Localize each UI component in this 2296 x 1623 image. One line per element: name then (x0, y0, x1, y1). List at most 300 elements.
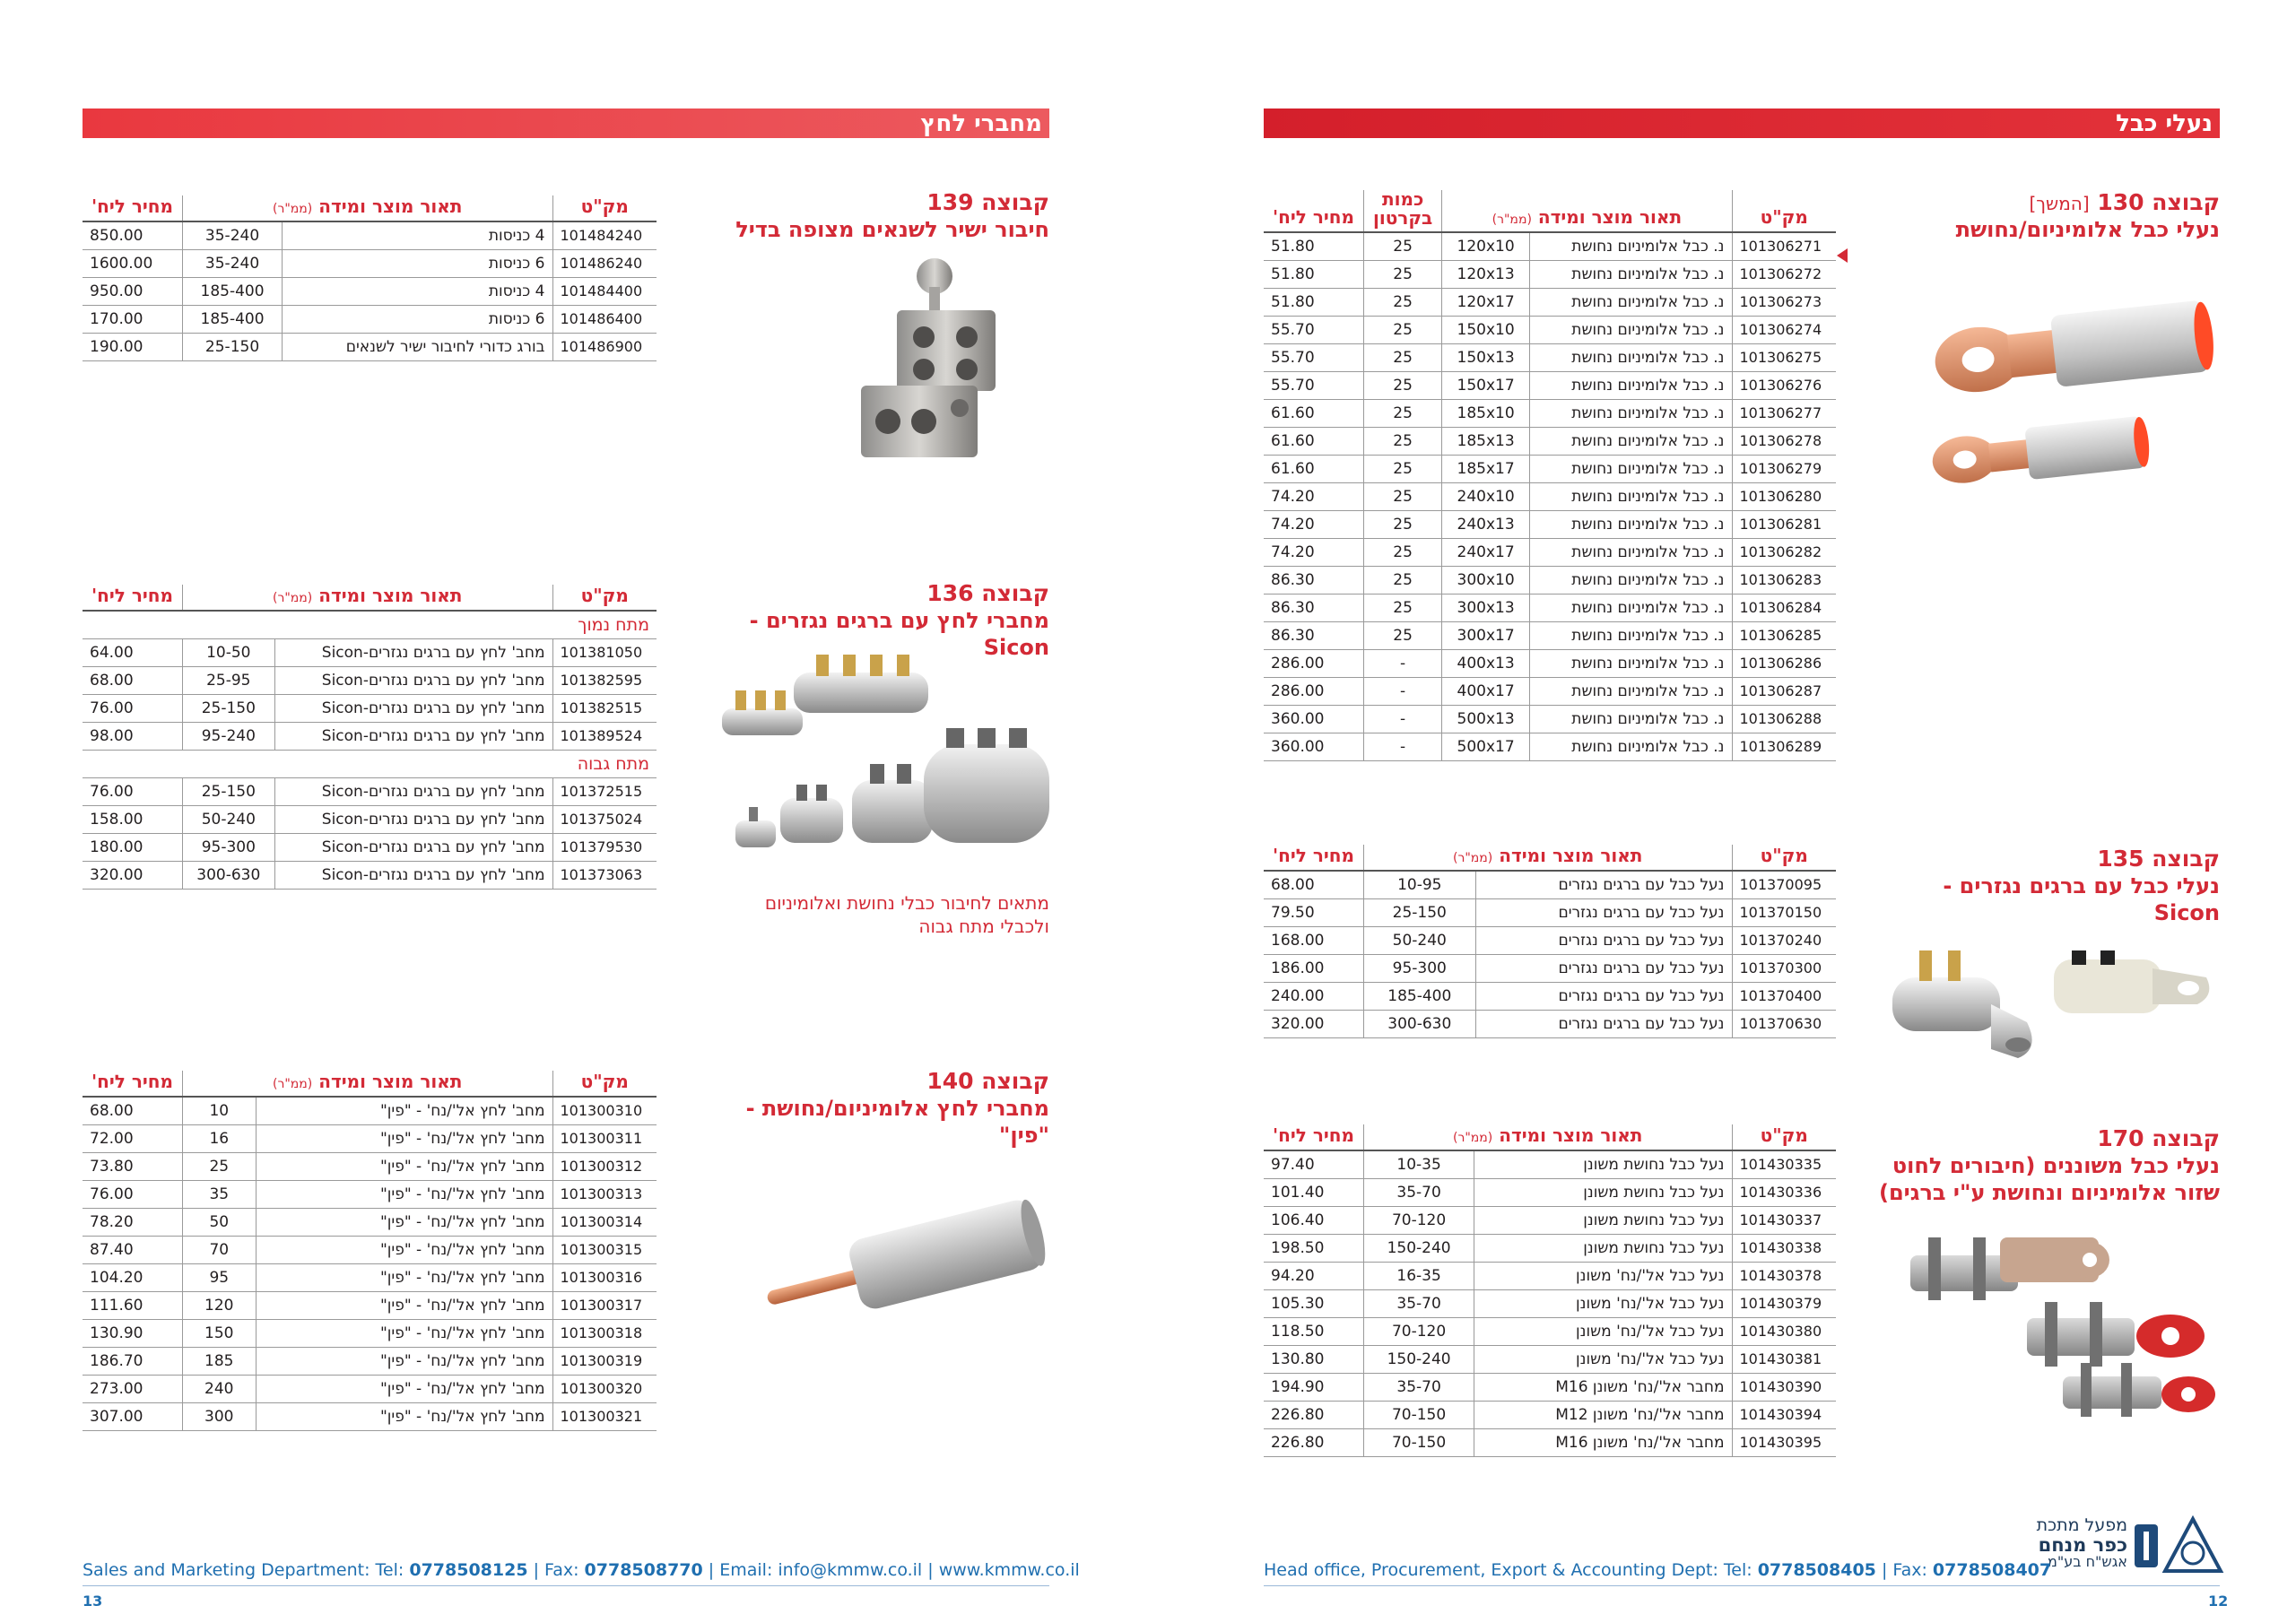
group-170-table-body (1264, 1150, 1836, 1456)
cell-sku: 101486400 (552, 305, 657, 333)
cell-price: 273.00 (83, 1375, 182, 1402)
cell-price: 61.60 (1264, 427, 1363, 455)
cell-desc: נעל כבל נחושת משונן (1474, 1234, 1732, 1262)
cell-price: 320.00 (83, 861, 182, 889)
cell-qty: - (1363, 705, 1441, 733)
cell-qty: 25 (1363, 232, 1441, 260)
table-row (83, 1097, 657, 1124)
group-136-table (83, 585, 657, 890)
cell-sku: 101306284 (1732, 594, 1836, 621)
table-row (1264, 1150, 1836, 1178)
table-row (1264, 316, 1836, 343)
cell-size: 240x17 (1442, 538, 1530, 566)
table-row (1264, 871, 1836, 898)
table-row (83, 1375, 657, 1402)
cell-size: 120x10 (1442, 232, 1530, 260)
pointer-arrow-icon (1837, 248, 1848, 263)
cell-sku: 101306285 (1732, 621, 1836, 649)
cell-price: 130.90 (83, 1319, 182, 1347)
cell-sku: 101430338 (1732, 1234, 1836, 1262)
cell-size: 95-300 (182, 833, 274, 861)
cell-desc: 6 כניסות (283, 249, 552, 277)
table-row (83, 1208, 657, 1236)
cell-desc: נ. כבל אלומיניום נחושת (1530, 621, 1733, 649)
cell-price: 101.40 (1264, 1178, 1363, 1206)
table-row (1264, 288, 1836, 316)
col-price-header: מחיר ליח' (1264, 190, 1363, 232)
cell-price: 79.50 (1264, 898, 1363, 926)
cell-qty: - (1363, 649, 1441, 677)
cell-desc: בורג כדורי לחיבור ישיר לשנאים (283, 333, 552, 360)
table-row (1264, 371, 1836, 399)
right-footer-divider (1264, 1585, 2220, 1586)
cell-desc: מחב' לחץ אל'/נח' - "פין" (256, 1375, 552, 1402)
cell-price: 111.60 (83, 1291, 182, 1319)
col-price-header: מחיר ליח' (1264, 845, 1363, 871)
table-row (1264, 594, 1836, 621)
cell-size: 35 (182, 1180, 256, 1208)
cell-desc: מחב' לחץ אל'/נח' - "פין" (256, 1402, 552, 1430)
cell-size: 10-95 (1363, 871, 1475, 898)
cell-desc: נעל כבל אל'/נח' משונן (1474, 1262, 1732, 1289)
cell-desc: נ. כבל אלומיניום נחושת (1530, 649, 1733, 677)
sales-email-link[interactable]: info@kmmw.co.il (778, 1560, 923, 1580)
cell-sku: 101372515 (552, 777, 657, 805)
cell-desc: נ. כבל אלומיניום נחושת (1530, 733, 1733, 760)
logo-text: מפעל מתכת כפר מנחם אגש"ח בע"מ (2036, 1515, 2127, 1570)
cell-size: 150x13 (1442, 343, 1530, 371)
cell-qty: 25 (1363, 482, 1441, 510)
cell-price: 850.00 (83, 221, 182, 249)
table-row (83, 1124, 657, 1152)
cell-price: 51.80 (1264, 288, 1363, 316)
group-135-table-body (1264, 871, 1836, 1037)
cell-price: 286.00 (1264, 677, 1363, 705)
cell-price: 950.00 (83, 277, 182, 305)
group-136-note: מתאים לחיבור כבלי נחושת ואלומיניום ולכבלי מתח גבוה (764, 892, 1049, 937)
table-row (1264, 1373, 1836, 1401)
head-office-fax: 0778508407 (1932, 1560, 2052, 1580)
cell-price: 74.20 (1264, 510, 1363, 538)
left-footer-divider (83, 1585, 1049, 1586)
table-row (1264, 1178, 1836, 1206)
table-row (1264, 733, 1836, 760)
table-row (83, 777, 657, 805)
cell-desc: נ. כבל אלומיניום נחושת (1530, 232, 1733, 260)
cell-sku: 101300313 (552, 1180, 657, 1208)
table-subheader-row (83, 750, 657, 777)
cell-sku: 101306281 (1732, 510, 1836, 538)
cell-desc: נעל כבל נחושת משונן (1474, 1206, 1732, 1234)
cell-price: 180.00 (83, 833, 182, 861)
cell-sku: 101300310 (552, 1097, 657, 1124)
cell-desc: נ. כבל אלומיניום נחושת (1530, 316, 1733, 343)
group-136-table-body (83, 611, 657, 889)
cell-sku: 101430381 (1732, 1345, 1836, 1373)
sicon-cable-lug-image (1892, 942, 2215, 1071)
sicon-connectors-image (718, 655, 1049, 882)
cell-size: 400x13 (1442, 649, 1530, 677)
cell-size: 150 (182, 1319, 256, 1347)
cell-sku: 101300314 (552, 1208, 657, 1236)
cell-desc: נעל כבל עם ברגים נגזרים (1475, 871, 1732, 898)
cell-desc: נ. כבל אלומיניום נחושת (1530, 260, 1733, 288)
cell-price: 168.00 (1264, 926, 1363, 954)
cell-price: 98.00 (83, 722, 182, 750)
al-cu-cable-lug-image (1928, 296, 2215, 506)
table-row (1264, 1317, 1836, 1345)
table-row (83, 638, 657, 666)
cell-sku: 101306282 (1732, 538, 1836, 566)
cell-sku: 101430378 (1732, 1262, 1836, 1289)
cell-desc: נ. כבל אלומיניום נחושת (1530, 427, 1733, 455)
group-130-table-body (1264, 232, 1836, 760)
table-row (1264, 1345, 1836, 1373)
cell-desc: מחב' לחץ עם ברגים נגזרים-Sicon (274, 861, 552, 889)
cell-price: 68.00 (83, 666, 182, 694)
table-subheader-row (83, 611, 657, 638)
cell-price: 51.80 (1264, 260, 1363, 288)
cell-size: 185 (182, 1347, 256, 1375)
group-139-table (83, 195, 657, 361)
cell-price: 86.30 (1264, 566, 1363, 594)
cell-sku: 101306279 (1732, 455, 1836, 482)
left-page-number: 13 (83, 1593, 103, 1610)
col-price-header: מחיר ליח' (83, 1071, 182, 1097)
cell-sku: 101306275 (1732, 343, 1836, 371)
cell-sku: 101370240 (1732, 926, 1836, 954)
cell-qty: 25 (1363, 288, 1441, 316)
table-row (83, 805, 657, 833)
cell-desc: מחב' לחץ אל'/נח' - "פין" (256, 1124, 552, 1152)
cell-price: 226.80 (1264, 1428, 1363, 1456)
group-140-table-body (83, 1097, 657, 1430)
head-office-tel: 0778508405 (1757, 1560, 1876, 1580)
sales-tel: 0778508125 (409, 1560, 528, 1580)
cell-qty: 25 (1363, 371, 1441, 399)
cell-size: 240 (182, 1375, 256, 1402)
table-row (1264, 1010, 1836, 1037)
cell-sku: 101370095 (1732, 871, 1836, 898)
cell-desc: מחב' לחץ עם ברגים נגזרים-Sicon (274, 666, 552, 694)
cell-desc: נעל כבל אל'/נח' משונן (1474, 1317, 1732, 1345)
cell-sku: 101306283 (1732, 566, 1836, 594)
cell-sku: 101430337 (1732, 1206, 1836, 1234)
table-row (1264, 1401, 1836, 1428)
col-sku-header: מק"ט (552, 585, 657, 611)
col-sku-header: מק"ט (1732, 190, 1836, 232)
cell-qty: 25 (1363, 538, 1441, 566)
cell-size: 300x13 (1442, 594, 1530, 621)
table-row (83, 1347, 657, 1375)
col-sku-header: מק"ט (552, 195, 657, 221)
cell-size: 25-150 (182, 333, 282, 360)
cell-size: 300x17 (1442, 621, 1530, 649)
col-desc-header: תאור מוצר ומידה (ממ"ר) (1363, 1124, 1732, 1150)
cell-price: 76.00 (83, 1180, 182, 1208)
cell-desc: מחב' לחץ עם ברגים נגזרים-Sicon (274, 722, 552, 750)
cell-desc: נ. כבל אלומיניום נחושת (1530, 705, 1733, 733)
cell-desc: נעל כבל עם ברגים נגזרים (1475, 982, 1732, 1010)
cell-price: 64.00 (83, 638, 182, 666)
table-row (83, 1402, 657, 1430)
cell-desc: נעל כבל עם ברגים נגזרים (1475, 1010, 1732, 1037)
cell-size: 35-70 (1363, 1289, 1474, 1317)
table-row (1264, 232, 1836, 260)
cell-size: 95 (182, 1263, 256, 1291)
cell-price: 1600.00 (83, 249, 182, 277)
cell-size: 95-240 (182, 722, 274, 750)
group-170-table (1264, 1124, 1836, 1457)
table-row (1264, 427, 1836, 455)
cell-qty: 25 (1363, 343, 1441, 371)
voltage-subheading: מתח גבוה (83, 750, 657, 777)
table-row (1264, 482, 1836, 510)
cell-sku: 101300316 (552, 1263, 657, 1291)
cell-price: 74.20 (1264, 538, 1363, 566)
table-row (1264, 510, 1836, 538)
cell-size: 120x17 (1442, 288, 1530, 316)
cell-sku: 101430379 (1732, 1289, 1836, 1317)
cell-desc: נ. כבל אלומיניום נחושת (1530, 455, 1733, 482)
cell-price: 194.90 (1264, 1373, 1363, 1401)
group-136-title: קבוצה 136 מחברי לחץ עם ברגים נגזרים - Sicon (749, 580, 1049, 661)
cell-sku: 101486240 (552, 249, 657, 277)
cell-size: 500x13 (1442, 705, 1530, 733)
cell-sku: 101306271 (1732, 232, 1836, 260)
right-page-header-bar (1264, 108, 2220, 138)
cell-price: 86.30 (1264, 621, 1363, 649)
cell-price: 106.40 (1264, 1206, 1363, 1234)
cell-size: 185-400 (1363, 982, 1475, 1010)
table-row (83, 305, 657, 333)
table-row (83, 1180, 657, 1208)
cell-size: 95-300 (1363, 954, 1475, 982)
group-135-title: קבוצה 135 נעלי כבל עם ברגים נגזרים - Sicon (1943, 846, 2220, 926)
cell-qty: 25 (1363, 621, 1441, 649)
cell-sku: 101430335 (1732, 1150, 1836, 1178)
cell-sku: 101486900 (552, 333, 657, 360)
cell-size: 500x17 (1442, 733, 1530, 760)
cell-desc: מחב' לחץ אל'/נח' - "פין" (256, 1097, 552, 1124)
cell-sku: 101306276 (1732, 371, 1836, 399)
cell-qty: 25 (1363, 455, 1441, 482)
cell-price: 97.40 (1264, 1150, 1363, 1178)
cell-desc: 6 כניסות (283, 305, 552, 333)
group-130-table (1264, 190, 1836, 761)
cell-size: 150x10 (1442, 316, 1530, 343)
cell-sku: 101306272 (1732, 260, 1836, 288)
cell-desc: נ. כבל אלומיניום נחושת (1530, 288, 1733, 316)
cell-desc: נ. כבל אלומיניום נחושת (1530, 677, 1733, 705)
table-row (1264, 1289, 1836, 1317)
cell-size: 185x13 (1442, 427, 1530, 455)
table-row (1264, 1206, 1836, 1234)
cell-size: 50-240 (1363, 926, 1475, 954)
cell-sku: 101300311 (552, 1124, 657, 1152)
cell-size: 150-240 (1363, 1345, 1474, 1373)
cell-price: 72.00 (83, 1124, 182, 1152)
cell-price: 61.60 (1264, 399, 1363, 427)
cell-desc: מחב' לחץ עם ברגים נגזרים-Sicon (274, 805, 552, 833)
cell-desc: נעל כבל אל'/נח' משונן (1474, 1345, 1732, 1373)
cell-desc: מחב' לחץ עם ברגים נגזרים-Sicon (274, 638, 552, 666)
cell-sku: 101430394 (1732, 1401, 1836, 1428)
cell-desc: נ. כבל אלומיניום נחושת (1530, 399, 1733, 427)
table-row (83, 277, 657, 305)
col-price-header: מחיר ליח' (1264, 1124, 1363, 1150)
cell-desc: נעל כבל עם ברגים נגזרים (1475, 898, 1732, 926)
cell-size: 185x17 (1442, 455, 1530, 482)
cell-qty: 25 (1363, 399, 1441, 427)
cell-size: 16-35 (1363, 1262, 1474, 1289)
table-row (1264, 954, 1836, 982)
cell-size: 10 (182, 1097, 256, 1124)
cell-price: 55.70 (1264, 316, 1363, 343)
cell-size: 70-150 (1363, 1428, 1474, 1456)
cell-sku: 101306278 (1732, 427, 1836, 455)
cell-desc: נ. כבל אלומיניום נחושת (1530, 538, 1733, 566)
group-170-title: קבוצה 170 נעלי כבל משוננים (חיבורים לחוט שזור אלומיניום ונחושת ע"י ברגים) (1878, 1125, 2220, 1206)
cell-size: 25-150 (182, 777, 274, 805)
cell-size: 185-400 (182, 305, 282, 333)
cell-price: 190.00 (83, 333, 182, 360)
cell-price: 73.80 (83, 1152, 182, 1180)
cell-sku: 101382515 (552, 694, 657, 722)
left-page-header-bar (83, 108, 1049, 138)
cell-price: 307.00 (83, 1402, 182, 1430)
table-row (1264, 1262, 1836, 1289)
cell-size: 150-240 (1363, 1234, 1474, 1262)
cell-size: 70 (182, 1236, 256, 1263)
cell-qty: - (1363, 733, 1441, 760)
cell-sku: 101430395 (1732, 1428, 1836, 1456)
cell-size: 50-240 (182, 805, 274, 833)
cell-price: 55.70 (1264, 371, 1363, 399)
group-140-title: קבוצה 140 מחברי לחץ אלומיניום/נחושת - "פין" (745, 1068, 1049, 1149)
cell-desc: מחב' לחץ אל'/נח' - "פין" (256, 1319, 552, 1347)
cell-sku: 101306287 (1732, 677, 1836, 705)
cell-price: 105.30 (1264, 1289, 1363, 1317)
cell-price: 186.00 (1264, 954, 1363, 982)
table-row (1264, 343, 1836, 371)
cell-sku: 101389524 (552, 722, 657, 750)
cell-price: 51.80 (1264, 232, 1363, 260)
cell-qty: 25 (1363, 316, 1441, 343)
cell-size: 70-120 (1363, 1206, 1474, 1234)
cell-qty: 25 (1363, 566, 1441, 594)
cell-desc: מחב' לחץ עם ברגים נגזרים-Sicon (274, 694, 552, 722)
cell-price: 74.20 (1264, 482, 1363, 510)
table-row (83, 1291, 657, 1319)
table-row (83, 1236, 657, 1263)
cell-sku: 101379530 (552, 833, 657, 861)
col-desc-header: תאור מוצר ומידה (ממ"ר) (182, 195, 552, 221)
cell-sku: 101430390 (1732, 1373, 1836, 1401)
cell-size: 300 (182, 1402, 256, 1430)
website-link[interactable]: www.kmmw.co.il (938, 1560, 1080, 1580)
cell-sku: 101430336 (1732, 1178, 1836, 1206)
cell-sku: 101306277 (1732, 399, 1836, 427)
cell-price: 104.20 (83, 1263, 182, 1291)
cell-price: 55.70 (1264, 343, 1363, 371)
table-row (1264, 1428, 1836, 1456)
table-row (83, 861, 657, 889)
cell-price: 76.00 (83, 694, 182, 722)
cell-price: 68.00 (1264, 871, 1363, 898)
cell-sku: 101370400 (1732, 982, 1836, 1010)
cell-desc: נעל כבל עם ברגים נגזרים (1475, 926, 1732, 954)
table-row (83, 722, 657, 750)
cell-sku: 101306280 (1732, 482, 1836, 510)
cell-desc: נ. כבל אלומיניום נחושת (1530, 371, 1733, 399)
left-page-header-title: מחברי לחץ (920, 109, 1042, 137)
cell-size: 120x13 (1442, 260, 1530, 288)
cell-desc: מחב' לחץ אל'/נח' - "פין" (256, 1152, 552, 1180)
col-desc-header: תאור מוצר ומידה (ממ"ר) (182, 1071, 552, 1097)
cell-desc: נ. כבל אלומיניום נחושת (1530, 482, 1733, 510)
cell-price: 170.00 (83, 305, 182, 333)
cell-price: 360.00 (1264, 705, 1363, 733)
cell-desc: מחב' לחץ אל'/נח' - "פין" (256, 1180, 552, 1208)
cell-size: 240x13 (1442, 510, 1530, 538)
cell-desc: מחב' לחץ אל'/נח' - "פין" (256, 1263, 552, 1291)
cell-sku: 101306288 (1732, 705, 1836, 733)
cell-desc: נ. כבל אלומיניום נחושת (1530, 566, 1733, 594)
cell-sku: 101306289 (1732, 733, 1836, 760)
table-row (83, 333, 657, 360)
cell-price: 360.00 (1264, 733, 1363, 760)
table-row (1264, 677, 1836, 705)
cell-desc: נעל כבל עם ברגים נגזרים (1475, 954, 1732, 982)
cell-sku: 101375024 (552, 805, 657, 833)
cell-size: 300-630 (1363, 1010, 1475, 1037)
cell-sku: 101300315 (552, 1236, 657, 1263)
cell-price: 320.00 (1264, 1010, 1363, 1037)
cell-desc: נעל כבל נחושת משונן (1474, 1150, 1732, 1178)
serrated-lugs-image (1901, 1219, 2224, 1429)
sales-fax: 0778508770 (584, 1560, 703, 1580)
cell-qty: 25 (1363, 260, 1441, 288)
cell-desc: מחב' לחץ עם ברגים נגזרים-Sicon (274, 833, 552, 861)
cell-sku: 101300321 (552, 1402, 657, 1430)
cell-size: 300-630 (182, 861, 274, 889)
table-row (1264, 455, 1836, 482)
cell-desc: נעל כבל אל'/נח' משונן (1474, 1289, 1732, 1317)
cell-price: 198.50 (1264, 1234, 1363, 1262)
cell-sku: 101373063 (552, 861, 657, 889)
table-row (1264, 705, 1836, 733)
cell-size: 120 (182, 1291, 256, 1319)
cell-size: 35-70 (1363, 1373, 1474, 1401)
transformer-connector-image (852, 251, 1013, 470)
table-row (83, 249, 657, 277)
cell-price: 226.80 (1264, 1401, 1363, 1428)
group-139-table-body (83, 221, 657, 360)
cell-price: 240.00 (1264, 982, 1363, 1010)
cell-sku: 101370150 (1732, 898, 1836, 926)
cell-size: 240x10 (1442, 482, 1530, 510)
cell-size: 35-240 (182, 221, 282, 249)
cell-size: 35-240 (182, 249, 282, 277)
cell-price: 94.20 (1264, 1262, 1363, 1289)
col-desc-header: תאור מוצר ומידה (ממ"ר) (1363, 845, 1732, 871)
cell-size: 10-50 (182, 638, 274, 666)
table-row (1264, 621, 1836, 649)
table-row (83, 1319, 657, 1347)
cell-sku: 101484240 (552, 221, 657, 249)
group-130-title: קבוצה 130 [המשך] נעלי כבל אלומיניום/נחושת (1955, 189, 2220, 243)
